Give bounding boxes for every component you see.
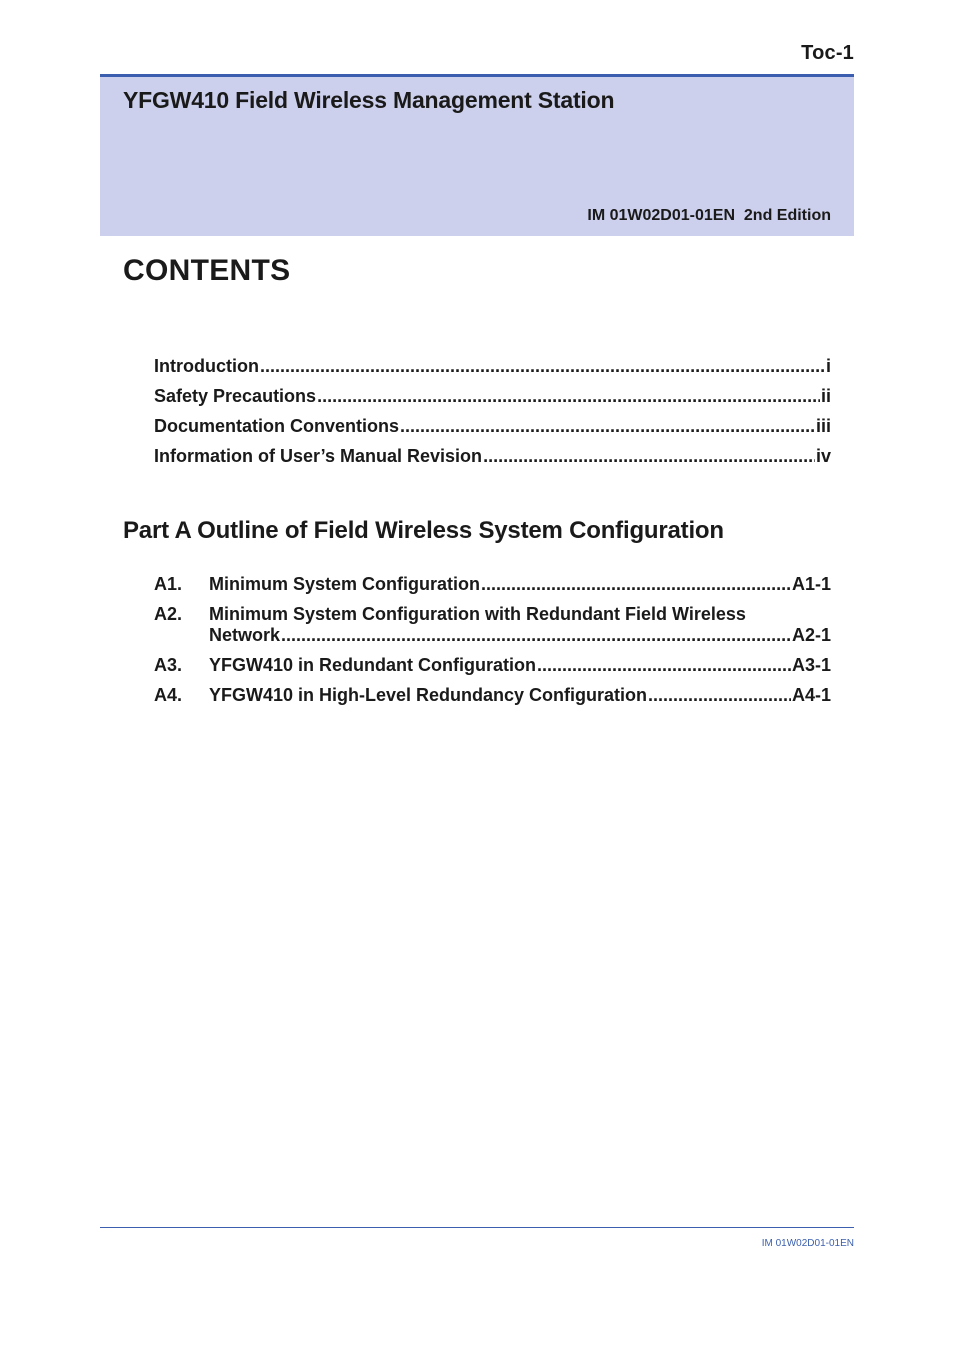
dot-leader <box>260 356 825 377</box>
dot-leader <box>317 386 820 407</box>
toc-entry-number: A1. <box>154 574 183 594</box>
part-a-toc <box>154 574 831 715</box>
toc-entry-label: YFGW410 in Redundant Configuration <box>209 655 536 675</box>
toc-entry-a3[interactable] <box>154 655 831 685</box>
toc-entry-label-line1: Minimum System Configuration with Redundant Field Wireless <box>209 604 746 624</box>
dot-leader <box>537 655 791 676</box>
toc-entry-manual-revision[interactable] <box>154 446 831 476</box>
page-number: Toc-1 <box>801 42 854 64</box>
toc-entry-page: A3-1 <box>791 655 831 675</box>
toc-entry-label: YFGW410 in High-Level Redundancy Configuration <box>209 685 648 705</box>
toc-entry-documentation-conventions[interactable] <box>154 416 831 446</box>
part-a-heading: Part A Outline of Field Wireless System Configuration <box>123 517 724 544</box>
toc-entry-introduction[interactable] <box>154 356 831 386</box>
header-band <box>100 74 854 236</box>
toc-entry-safety-precautions[interactable] <box>154 386 831 416</box>
toc-entry-page: iv <box>815 446 831 466</box>
toc-entry-label: Documentation Conventions <box>154 416 400 436</box>
toc-entry-label-line2: Network <box>209 625 281 645</box>
toc-entry-a4[interactable] <box>154 685 831 715</box>
toc-entry-page: iii <box>815 416 831 436</box>
dot-leader <box>281 625 791 646</box>
dot-leader <box>648 685 791 706</box>
manual-title: YFGW410 Field Wireless Management Station <box>123 87 615 113</box>
toc-entry-number: A4. <box>154 685 183 705</box>
footer-document-id: IM 01W02D01-01EN <box>761 1238 854 1249</box>
dot-leader <box>481 574 791 595</box>
dot-leader <box>400 416 815 437</box>
toc-entry-page: ii <box>820 386 831 406</box>
front-matter-toc <box>154 356 831 476</box>
toc-entry-page: A2-1 <box>791 625 831 645</box>
toc-entry-a2[interactable] <box>154 604 831 655</box>
footer-divider <box>100 1227 854 1228</box>
toc-entry-label: Safety Precautions <box>154 386 317 406</box>
toc-entry-page: A4-1 <box>791 685 831 705</box>
toc-entry-number: A2. <box>154 604 183 624</box>
contents-heading: CONTENTS <box>123 254 291 287</box>
toc-entry-label: Information of User’s Manual Revision <box>154 446 483 466</box>
dot-leader <box>483 446 815 467</box>
toc-entry-label: Minimum System Configuration <box>209 574 481 594</box>
toc-entry-number: A3. <box>154 655 183 675</box>
toc-entry-page: A1-1 <box>791 574 831 594</box>
toc-entry-a1[interactable] <box>154 574 831 604</box>
toc-entry-page: i <box>825 356 831 376</box>
document-id-edition: IM 01W02D01-01EN 2nd Edition <box>587 207 831 224</box>
toc-entry-label: Introduction <box>154 356 259 376</box>
